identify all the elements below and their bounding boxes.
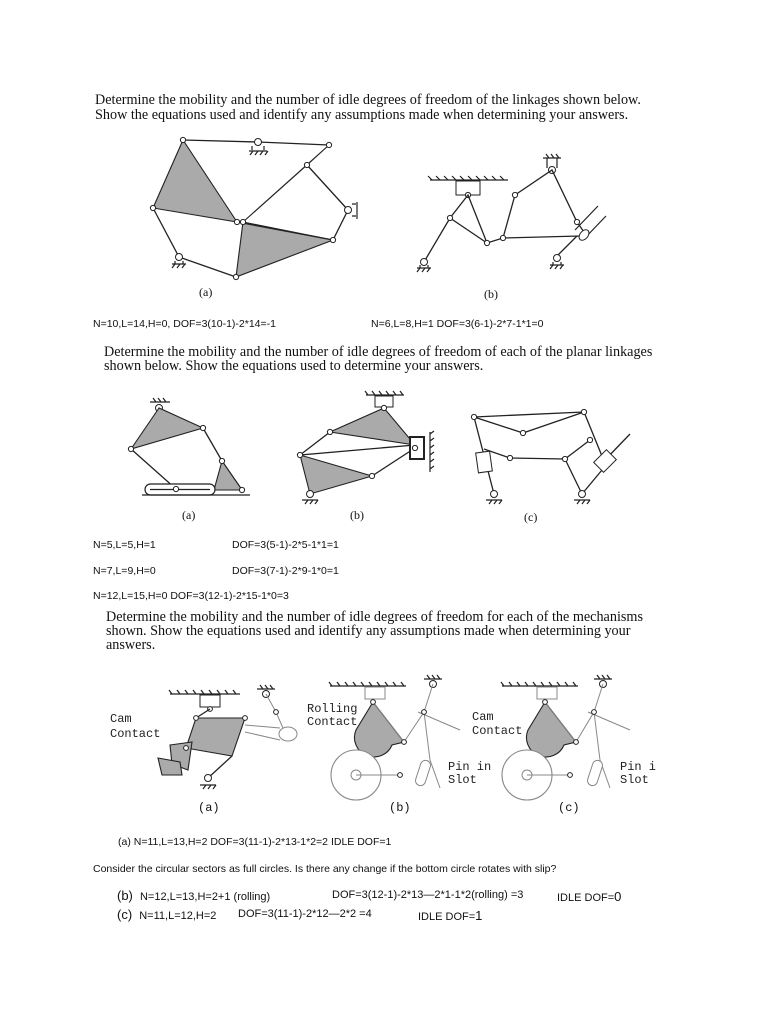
- problem3-answer-c: [117, 907, 216, 922]
- label-cam-c-2: Contact: [472, 724, 523, 738]
- problem2-caption-b: (b): [350, 508, 364, 522]
- label-pin-b-1: Pin in: [448, 760, 492, 774]
- problem2-statement-line1: Determine the mobility and the number of idle degrees of freedom of each of the planar linkages: [104, 344, 653, 360]
- problem3-statement-line2: shown. Show the equations used and identify any assumptions made when determining your: [106, 623, 631, 639]
- label-pin-b-2: Slot: [448, 773, 477, 787]
- answer-b-idle: [557, 889, 621, 904]
- problem2-answer-b-counts: N=7,L=9,H=0: [93, 565, 156, 577]
- problem1-statement-line2: Show the equations used and identify any assumptions made when determining your answers.: [95, 107, 629, 123]
- problem3-caption-c: (c): [558, 801, 580, 815]
- label-cam-c-1: Cam: [472, 710, 494, 724]
- answer-b-counts: N=12,L=13,H=2+1 (rolling): [139, 891, 271, 903]
- problem2-statement-line2: shown below. Show the equations used to determine your answers.: [104, 358, 484, 374]
- problem2-caption-a: (a): [182, 508, 196, 522]
- label-pin-c-1: Pin i: [620, 760, 657, 774]
- problem2-answer-a-dof: DOF=3(5-1)-2*5-1*1=1: [232, 539, 339, 551]
- answer-b-dof: DOF=3(12-1)-2*13—2*1-1*2(rolling) =3: [332, 889, 524, 901]
- label-pin-c-2: Slot: [620, 773, 649, 787]
- problem1-caption-b: (b): [484, 287, 498, 301]
- answer-b-idle-value: 0: [614, 889, 622, 904]
- problem3-statement-line1: Determine the mobility and the number of idle degrees of freedom for each of the mechanisms: [106, 609, 643, 625]
- problem3-answer-a: (a) N=11,L=13,H=2 DOF=3(11-1)-2*13-1*2=2 IDLE DOF=1: [118, 836, 392, 848]
- problem3-answer-b: [117, 888, 270, 903]
- label-rolling-2: Contact: [307, 715, 358, 729]
- problem2-caption-c: (c): [524, 510, 538, 524]
- label-rolling-1: Rolling: [307, 702, 358, 716]
- label-cam-a-2: Contact: [110, 727, 161, 741]
- answer-c-idle-label: IDLE DOF=: [418, 911, 476, 923]
- answer-c-counts: N=11,L=12,H=2: [139, 910, 217, 922]
- problem3-caption-a: (a): [198, 801, 220, 815]
- problem1-caption-a: (a): [199, 285, 213, 299]
- problem2-answer-c: N=12,L=15,H=0 DOF=3(12-1)-2*15-1*0=3: [93, 590, 289, 602]
- answer-c-tag: (c): [117, 907, 133, 922]
- answer-b-idle-label: IDLE DOF=: [557, 892, 615, 904]
- label-cam-a-1: Cam: [110, 712, 132, 726]
- problem2-answer-a-counts: N=5,L=5,H=1: [93, 539, 156, 551]
- problem3-caption-b: (b): [389, 801, 411, 815]
- problem1-answer-a: N=10,L=14,H=0, DOF=3(10-1)-2*14=-1: [93, 318, 276, 330]
- problem3-statement-line3: answers.: [106, 637, 156, 653]
- problem3-note: Consider the circular sectors as full circles. Is there any change if the bottom circle rotates with slip?: [93, 863, 557, 875]
- answer-c-dof: DOF=3(11-1)-2*12—2*2 =4: [238, 908, 372, 920]
- problem1-statement-line1: Determine the mobility and the number of idle degrees of freedom of the linkages shown below.: [95, 92, 641, 108]
- problem2-answer-b-dof: DOF=3(7-1)-2*9-1*0=1: [232, 565, 339, 577]
- answer-b-tag: (b): [117, 888, 133, 903]
- problem1-answer-b: N=6,L=8,H=1 DOF=3(6-1)-2*7-1*1=0: [371, 318, 544, 330]
- answer-c-idle-value: 1: [475, 908, 483, 923]
- answer-c-idle: [418, 908, 482, 923]
